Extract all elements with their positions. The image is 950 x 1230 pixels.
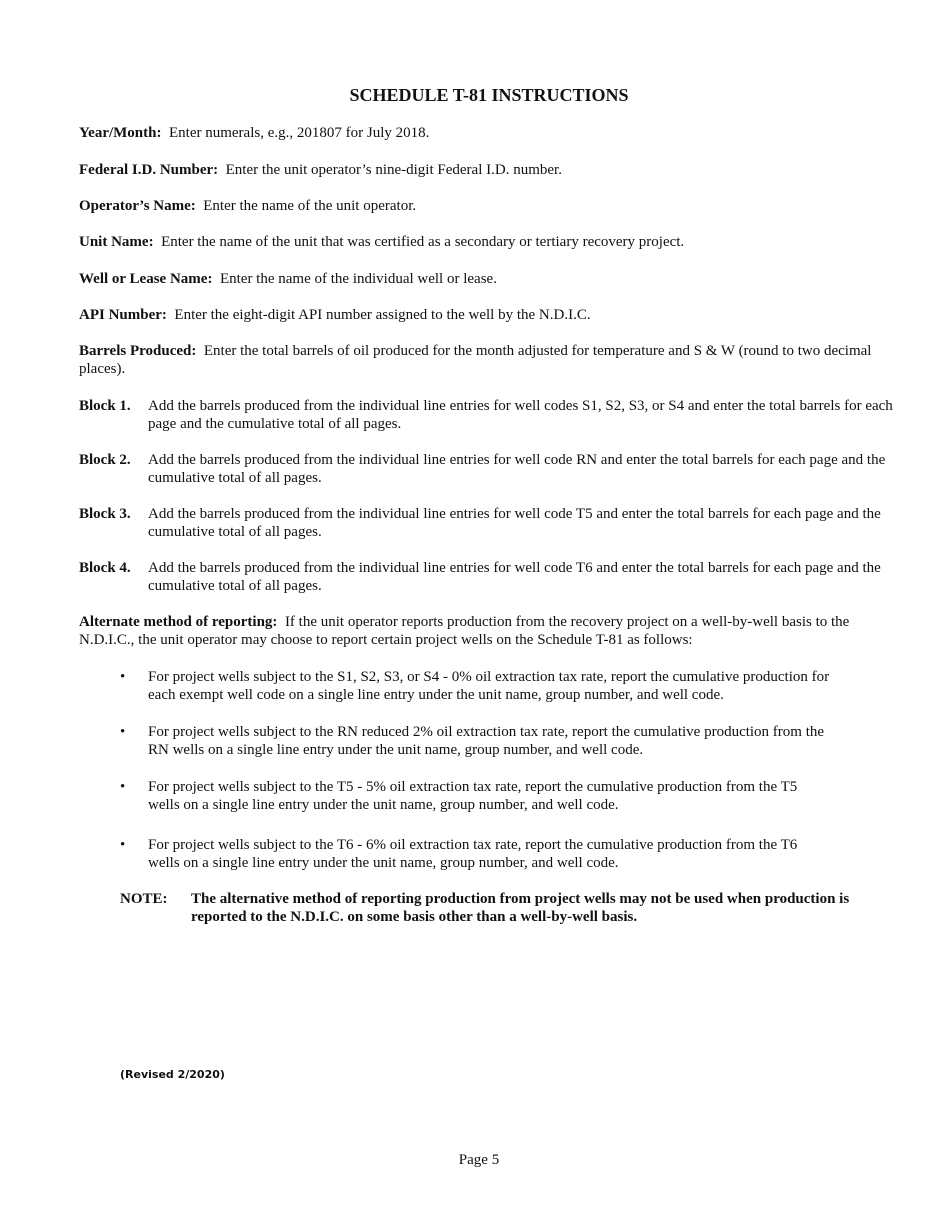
note bbox=[120, 890, 880, 926]
block-label: Block 4. bbox=[79, 560, 131, 576]
bullet-item-1 bbox=[120, 668, 840, 704]
field-federal-id bbox=[79, 161, 894, 179]
bullet-item-2 bbox=[120, 723, 840, 759]
field-text: Enter the name of the unit that was certified as a secondary or tertiary recovery project. bbox=[161, 234, 685, 250]
field-well-lease-name bbox=[79, 270, 894, 288]
field-label: Operator’s Name: bbox=[79, 198, 196, 214]
field-label: Federal I.D. Number: bbox=[79, 162, 219, 178]
alternate-label: Alternate method of reporting: bbox=[79, 614, 278, 630]
field-label: Unit Name: bbox=[79, 234, 154, 250]
bullet-item-3 bbox=[120, 778, 820, 814]
note-text: The alternative method of reporting production from project wells may not be used when production is reported to the N.D.I.C. on some basis other than a well-by-well basis. bbox=[191, 891, 850, 925]
revision-date: (Revised 2/2020) bbox=[120, 1068, 225, 1081]
block-text: Add the barrels produced from the individual line entries for well code RN and enter the total barrels for each page and the cumulative total of all pages. bbox=[148, 452, 886, 486]
field-text: Enter numerals, e.g., 201807 for July 2018. bbox=[169, 125, 430, 141]
bullet-text: For project wells subject to the T5 - 5% oil extraction tax rate, report the cumulative production from the T5 wells on a single line entry under the unit name, group number, and well code. bbox=[148, 779, 798, 813]
field-unit-name bbox=[79, 233, 894, 251]
field-year-month bbox=[79, 124, 894, 142]
alternate-method bbox=[79, 613, 879, 649]
block-1 bbox=[79, 397, 894, 433]
bullet-text: For project wells subject to the T6 - 6% oil extraction tax rate, report the cumulative production from the T6 wells on a single line entry under the unit name, group number, and well code. bbox=[148, 837, 798, 871]
block-2 bbox=[79, 451, 894, 487]
block-text: Add the barrels produced from the individual line entries for well codes S1, S2, S3, or S4 and enter the total barrels for each page and the cumulative total of all pages. bbox=[148, 398, 893, 432]
field-label: Barrels Produced: bbox=[79, 343, 197, 359]
note-label: NOTE: bbox=[120, 891, 168, 907]
page-number: Page 5 bbox=[458, 1152, 500, 1168]
bullet-text: For project wells subject to the S1, S2, S3, or S4 - 0% oil extraction tax rate, report the cumulative production for each exempt well code on a single line entry under the unit name, group number, and well code. bbox=[148, 669, 830, 703]
block-text: Add the barrels produced from the individual line entries for well code T5 and enter the total barrels for each page and the cumulative total of all pages. bbox=[148, 506, 881, 540]
block-label: Block 1. bbox=[79, 398, 131, 414]
bullet-icon: • bbox=[120, 779, 126, 795]
field-label: Year/Month: bbox=[79, 125, 162, 141]
field-text: Enter the name of the unit operator. bbox=[203, 198, 417, 214]
block-text: Add the barrels produced from the individual line entries for well code T6 and enter the total barrels for each page and the cumulative total of all pages. bbox=[148, 560, 881, 594]
bullet-icon: • bbox=[120, 669, 126, 685]
bullet-icon: • bbox=[120, 837, 126, 853]
field-barrels-produced bbox=[79, 342, 894, 378]
field-text: Enter the eight-digit API number assigned to the well by the N.D.I.C. bbox=[174, 307, 591, 323]
field-text: Enter the name of the individual well or lease. bbox=[219, 271, 497, 287]
block-label: Block 2. bbox=[79, 452, 131, 468]
page-title: SCHEDULE T-81 INSTRUCTIONS bbox=[349, 85, 629, 105]
field-operator-name bbox=[79, 197, 894, 215]
field-api-number bbox=[79, 306, 894, 324]
field-text: Enter the unit operator’s nine-digit Federal I.D. number. bbox=[225, 162, 562, 178]
bullet-item-4 bbox=[120, 836, 820, 872]
field-label: Well or Lease Name: bbox=[79, 271, 213, 287]
field-text: Enter the total barrels of oil produced for the month adjusted for temperature and S & W (round to two decimal places). bbox=[79, 343, 872, 377]
block-4 bbox=[79, 559, 894, 595]
bullet-text: For project wells subject to the RN reduced 2% oil extraction tax rate, report the cumulative production from the RN wells on a single line entry under the unit name, group number, and well code. bbox=[148, 724, 825, 758]
bullet-icon: • bbox=[120, 724, 126, 740]
alternate-text: If the unit operator reports production from the recovery project on a well-by-well basis to the N.D.I.C., the unit operator may choose to report certain project wells on the Schedule T-81 as follows: bbox=[79, 614, 850, 648]
block-3 bbox=[79, 505, 894, 541]
field-label: API Number: bbox=[79, 307, 167, 323]
block-label: Block 3. bbox=[79, 506, 131, 522]
